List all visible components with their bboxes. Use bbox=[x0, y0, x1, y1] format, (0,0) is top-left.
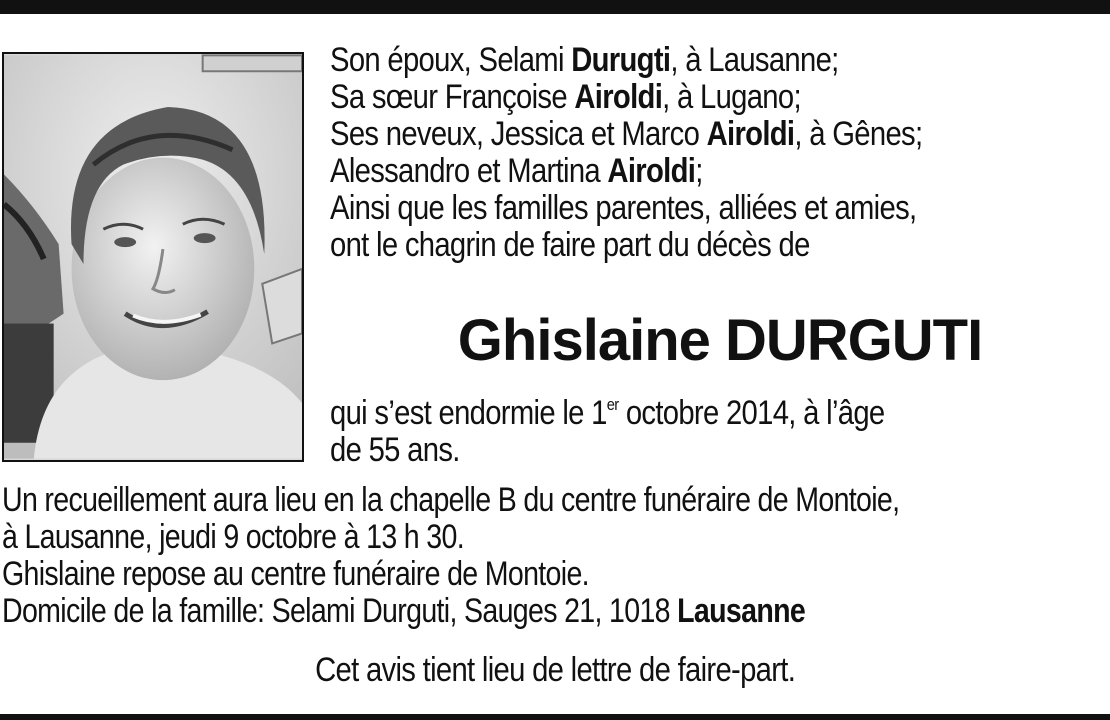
domicile-line: Domicile de la famille: Selami Durguti, Sauges 21, 1018 Lausanne bbox=[2, 592, 806, 630]
family-line: ont le chagrin de faire part du décès de bbox=[330, 226, 810, 264]
family-line: Ses neveux, Jessica et Marco Airoldi, à Gênes; bbox=[330, 115, 923, 153]
ceremony-line: à Lausanne, jeudi 9 octobre à 13 h 30. bbox=[2, 518, 464, 556]
deceased-name: Ghislaine DURGUTI bbox=[457, 308, 983, 373]
footer-note bbox=[0, 650, 1110, 690]
footer-text: Cet avis tient lieu de lettre de faire-part. bbox=[314, 651, 796, 689]
family-line: Alessandro et Martina Airoldi; bbox=[330, 152, 703, 190]
family-line: Sa sœur Françoise Airoldi, à Lugano; bbox=[330, 78, 801, 116]
portrait-image bbox=[4, 54, 302, 460]
family-announcement bbox=[330, 42, 922, 264]
portrait-photo bbox=[2, 52, 304, 462]
family-line: Ainsi que les familles parentes, alliées et amies, bbox=[330, 189, 917, 227]
death-line: qui s’est endormie le 1er octobre 2014, à l’âge bbox=[330, 394, 885, 432]
death-notice bbox=[330, 395, 884, 469]
ceremony-details bbox=[2, 482, 899, 630]
rest-line: Ghislaine repose au centre funéraire de Montoie. bbox=[2, 555, 589, 593]
bottom-rule bbox=[0, 714, 1110, 720]
family-line: Son époux, Selami Durugti, à Lausanne; bbox=[330, 41, 839, 79]
ceremony-line: Un recueillement aura lieu en la chapelle B du centre funéraire de Montoie, bbox=[2, 481, 900, 519]
age-line: de 55 ans. bbox=[330, 431, 460, 469]
top-rule bbox=[0, 0, 1110, 14]
